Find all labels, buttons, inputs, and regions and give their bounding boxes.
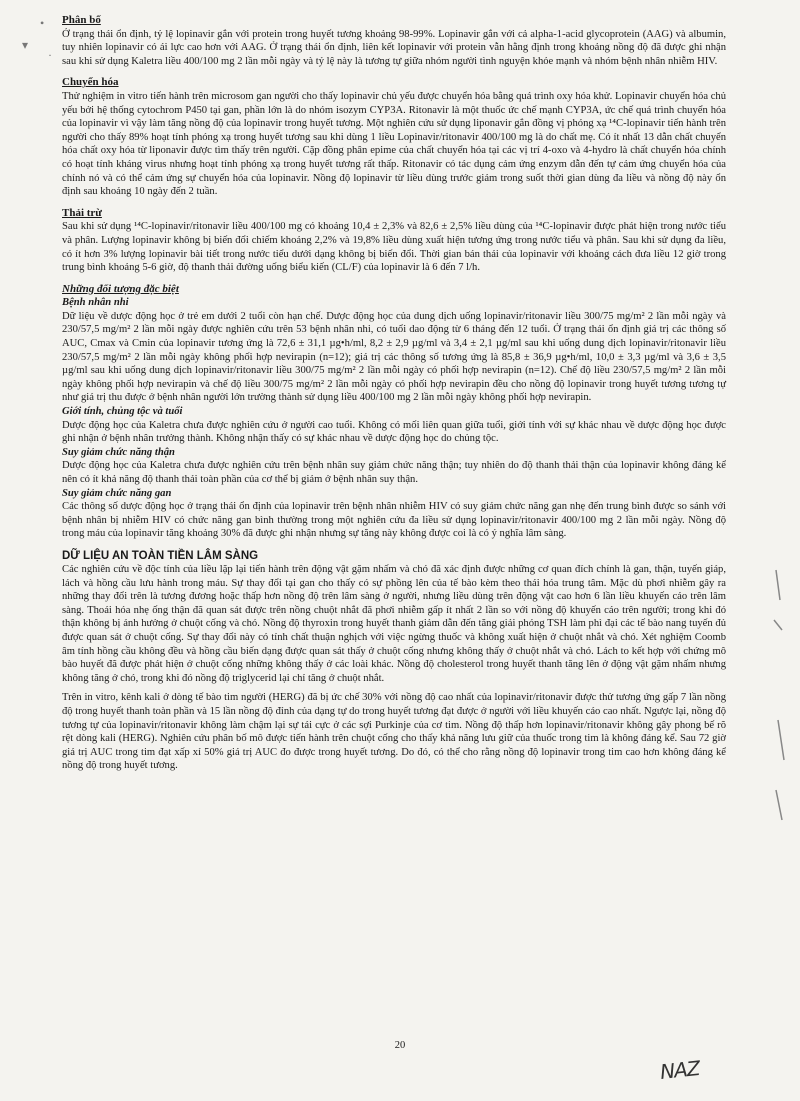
margin-mark: · [48,48,52,62]
section-special-populations [62,283,726,541]
subsection-heading: Giới tính, chủng tộc và tuổi [62,406,183,418]
section-preclinical [62,549,726,773]
section-elimination [62,207,726,275]
subsection-heading: Suy giảm chức năng thận [62,446,175,458]
section-paragraph: Trên in vitro, kênh kali ở dòng tế bào tim người (HERG) đã bị ức chế 30% với nồng độ cao nhất của lopinavir/ritonavir được thử tương ứng gấp 7 lần nồng độ trong huyết thanh toàn phần và 15 lần nồng độ đỉnh của dạng tự do trong huyết tương đạt được ở người với liều khuyến cáo cao nhất. Ngược lại, nồng độ tương tự của lopinavir/ritonavir không làm chậm lại sự tái cực ở các sợi Purkinje của cơ tim. Nồng độ thấp hơn lopinavir/ritonavir không gây phong bế rõ rệt dòng kali (HERG). Nghiên cứu phân bố mô được tiến hành trên chuột cống cho thấy khả năng lưu giữ của thuốc trong tim là không đáng kể. Sau 72 giờ giá trị AUC trong tim đạt xấp xỉ 50% giá trị AUC đo được trong huyết tương. Do đó, có thể cho rằng nồng độ lopinavir trong tim cao hơn không đáng kể nồng độ trong huyết tương. [62,692,726,772]
section-paragraph: Các nghiên cứu về độc tính của liều lặp lại tiến hành trên động vật gặm nhấm và chó đã xác định được những cơ quan đích chính là gan, thận, tuyến giáp, lách và hồng cầu lưu hành trong máu. Sự thay đổi tại gan cho thấy có sự phồng lên của tế bào kèm theo thái hóa trung tâm. Mặc dù phơi nhiễm gây ra những thay đổi trên là tương đương hoặc thấp hơn nồng độ trên lâm sàng ở người, nhưng liều dùng trên động vật cao hơn 6 lần liều khuyến cáo trên lâm sàng. Thoái hóa nhẹ ống thận đã quan sát được trên nồng chuột nhắt đã phơi nhiễm gấp ít nhất 2 lần so với nồng độ khuyến cáo trên người; trong khi đó thận không bị ảnh hưởng ở chuột cống và chó. Nồng độ thyroxin trong huyết thanh giảm dẫn đến tăng giải phóng TSH làm phì đại các tế bào nang tuyến đủ được quan sát ở chuột cống. Sự thay đổi này có tính chất thuận nghịch với việc ngừng thuốc và không xuất hiện ở chuột nhắt và chó. Xét nghiệm Coomb âm tính hồng cầu không đều và hồng cầu biến dạng được quan sát thấy ở chuột cống nhưng không thấy ở chuột nhắt và chó. Lách to kết hợp với chứng mô bào huyết đã được phát hiện ở chuột cống những không thấy ở các loài khác. Nồng độ cholesterol trong huyết thanh tăng lên ở động vật gặm nhấm nhưng không tăng ở chó, trong khi đó nồng độ triglycerid lại chỉ tăng ở chuột nhắt. [62,563,726,684]
margin-mark: • [40,16,45,30]
margin-mark: ▾ [22,38,29,52]
section-heading: DỮ LIỆU AN TOÀN TIỀN LÂM SÀNG [62,549,259,562]
page-number: 20 [394,1040,406,1051]
section-paragraph: Sau khi sử dụng ¹⁴C-lopinavir/ritonavir liều 400/100 mg có khoảng 10,4 ± 2,3% và 82,6 ± 2,5% liều dùng của ¹⁴C-lopinavir được phát hiện trong nước tiểu và phân. Lượng lopinavir không bị biến đổi chiếm khoảng 2,2% và 19,8% liều dùng xuất hiện tương ứng trong nước tiểu và phân. Sau khi sử dụng đa liều, có ít hơn 3% lượng lopinavir bài tiết trong nước tiểu dưới dạng không bị biến đổi. Thời gian bán thải của lopinavir với khoảng cách đưa liều 12 giờ trong trung bình khoảng 5-6 giờ, độ thanh thải đường uống biểu kiến (CL/F) của lopinavir là 6 đến 7 l/h. [62,221,726,274]
section-paragraph: Thử nghiệm in vitro tiến hành trên microsom gan người cho thấy lopinavir chủ yếu được chuyển hóa bằng quá trình oxy hóa khử. Lopinavir chuyển hóa chủ yếu bởi hệ thống cytochrom P450 tại gan, phần lớn là do nhóm isozym CYP3A. Ritonavir là một thuốc ức chế mạnh CYP3A, ức chế quá trình chuyển hóa của lopinavir vì vậy làm tăng nồng độ của lopinavir trong huyết tương. Một nghiên cứu sử dụng liponavir gắn đồng vị phóng xạ ¹⁴C-lopinavir tiến hành trên người cho thấy 89% hoạt tính phóng xạ trong huyết tương sau khi dùng 1 liều Lopinavir/ritonavir 400/100 mg là do chất mẹ. Có ít nhất 13 dẫn chất chuyển hóa chất oxy hóa từ liponavir được tìm thấy trên người. Cặp đồng phân epime của chất chuyển hóa tại các vị trí 4-oxo và 4-hydro là chất chuyển hóa chính có hoạt tính kháng virus nhưng hoạt tính phóng xạ trong huyết tương rất thấp. Ritonavir có tác dụng cảm ứng enzym dẫn đến tự cảm ứng chuyển hóa của chính nó và có thể cảm ứng sự chuyển hóa của lopinavir. Nồng độ lopinavir từ liều dùng trước giảm trong suốt thời gian dùng đa liều và nồng độ này ổn định sau khoảng 10 ngày đến 2 tuần. [62,90,726,198]
section-heading: Thải trừ [62,206,102,219]
subsection-heading: Bệnh nhân nhi [62,297,129,309]
subsection-paragraph: Dược động học của Kaletra chưa được nghiên cứu ở người cao tuổi. Không có mối liên quan giữa tuổi, giới tính với sự khác nhau về dược động học được ghi nhận ở bệnh nhân trưởng thành. Không nhận thấy có sự khác nhau về dược động học do chủng tộc. [62,419,726,445]
handwritten-signature: NAZ [658,1056,701,1084]
document-page [62,14,726,781]
section-paragraph: Ở trạng thái ổn định, tỷ lệ lopinavir gắn với protein trong huyết tương khoảng 98-99%. Lopinavir gắn với cả alpha-1-acid glycoprotein (AAG) và albumin, tuy nhiên lopinavir có ái lực cao hơn với AAG. Ở trạng thái ổn định, liên kết lopinavir với protein vẫn hằng định trong khoảng nồng độ đã được ghi nhận sau khi sử dụng Kaletra liều 400/100 mg 2 lần mỗi ngày và tỷ lệ này là tương tự giữa nhóm người tình nguyện khỏe mạnh và nhóm bệnh nhân nhiễm HIV. [62,28,726,67]
subsection-paragraph: Các thông số dược động học ở trạng thái ổn định của lopinavir trên bệnh nhân nhiễm HIV có suy giảm chức năng gan nhẹ đến trung bình được so sánh với bệnh nhân bị nhiễm HIV có chức năng gan bình thường trong một nghiên cứu đa liều sử dụng lopinavir/ritonavir 400/100 mg 2 lần mỗi ngày. Nồng độ trong máu của lopinavir tăng khoảng 30% đã được ghi nhận nhưng sự tăng này không được coi là có ý nghĩa lâm sàng. [62,501,726,540]
section-metabolism [62,76,726,198]
section-distribution [62,14,726,68]
subsection-paragraph: Dược động học của Kaletra chưa được nghiên cứu trên bệnh nhân suy giảm chức năng thận; tuy nhiên do độ thanh thải thận của lopinavir không đáng kể nên có ít khả năng độ thanh thải toàn phần của cơ thể bị giảm ở bệnh nhân suy thận. [62,460,726,485]
subsection-heading: Suy giảm chức năng gan [62,487,172,499]
section-heading: Phân bố [62,14,101,26]
section-heading: Những đối tượng đặc biệt [62,282,179,295]
subsection-paragraph: Dữ liệu về dược động học ở trẻ em dưới 2 tuổi còn hạn chế. Dược động học của dung dịch uống lopinavir/ritonavir liều 300/75 mg/m² 2 lần mỗi ngày và 230/57,5 mg/m² 2 lần mỗi ngày được nghiên cứu trên 53 bệnh nhân nhi, có tuổi dao động từ 6 tháng đến 12 tuổi. Ở trạng thái ổn định giá trị các thông số AUC, Cmax và Cmin của lopinavir tương ứng là 72,6 ± 31,1 µg•h/ml, 8,2 ± 2,9 µg/ml và 3,4 ± 2,1 µg/ml sau khi uống dung dịch lopinavir/ritonavir liều 230/57,5 mg/m² 2 lần mỗi ngày không phối hợp nevirapin (n=12); giá trị các thông số tương ứng là 85,8 ± 36,9 µg•h/ml, 10,0 ± 3,3 µg/ml và 3,6 ± 3,5 µg/ml sau khi uống dung dịch lopinavir/ritonavir liều 300/75 mg/m² 2 lần mỗi ngày có phối hợp nevirapin (n=12). Chế độ liều 230/57,5 mg/m² 2 lần mỗi ngày không phối hợp nevirapin và chế độ liều 300/75 mg/m² 2 lần mỗi ngày có phối hợp nevirapin đều cho nồng độ lopinavir trong huyết tương tương tự như giá trị thu được ở bệnh nhân người lớn trường thành sử dụng liều 400/100 mg 2 lần mỗi ngày không phối hợp nevirapin. [62,310,726,404]
margin-scribble [770,560,796,860]
section-heading: Chuyển hóa [62,76,119,89]
